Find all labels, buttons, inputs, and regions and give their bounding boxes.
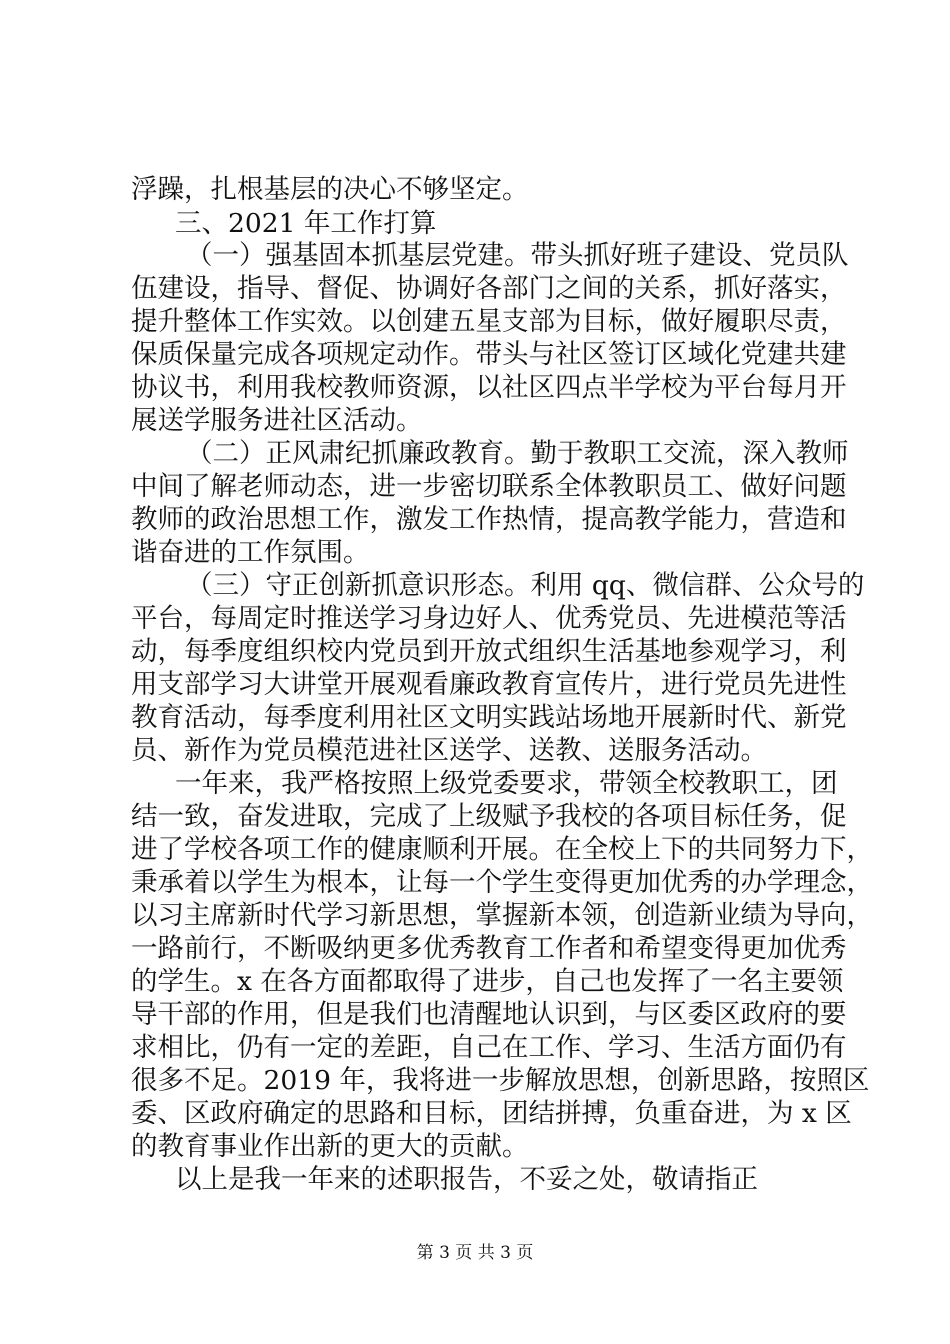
text-line: 员、新作为党员模范进社区送学、送教、送服务活动。 (131, 735, 767, 766)
text-line: 以习主席新时代学习新思想，掌握新本领，创造新业绩为导向， (131, 900, 873, 931)
text-line: 展送学服务进社区活动。 (131, 405, 423, 436)
text-line: 教育活动，每季度利用社区文明实践站场地开展新时代、新党 (131, 702, 847, 733)
text-line: 结一致，奋发进取，完成了上级赋予我校的各项目标任务，促 (131, 801, 847, 832)
text-line: 求相比，仍有一定的差距，自己在工作、学习、生活方面仍有 (131, 1032, 847, 1063)
text-line: 浮躁，扎根基层的决心不够坚定。 (131, 174, 529, 205)
text-line: 协议书，利用我校教师资源，以社区四点半学校为平台每月开 (131, 372, 847, 403)
text-line: 的教育事业作出新的更大的贡献。 (131, 1131, 529, 1162)
text-line: 进了学校各项工作的健康顺利开展。在全校上下的共同努力下， (131, 834, 873, 865)
text-line: （二）正风肃纪抓廉政教育。勤于教职工交流，深入教师 (186, 438, 849, 469)
text-line: 导干部的作用，但是我们也清醒地认识到，与区委区政府的要 (131, 999, 847, 1030)
text-line: 用支部学习大讲堂开展观看廉政教育宣传片，进行党员先进性 (131, 669, 847, 700)
text-line: 教师的政治思想工作，激发工作热情，提高教学能力，营造和 (131, 504, 847, 535)
text-line: 提升整体工作实效。以创建五星支部为目标，做好履职尽责， (131, 306, 847, 337)
page-footer: 第 3 页 共 3 页 (416, 1243, 534, 1263)
text-line: 的学生。x 在各方面都取得了进步，自己也发挥了一名主要领 (131, 966, 844, 997)
text-line: 一年来，我严格按照上级党委要求，带领全校教职工，团 (175, 768, 838, 799)
text-line: 秉承着以学生为根本，让每一个学生变得更加优秀的办学理念， (131, 867, 873, 898)
text-line: （三）守正创新抓意识形态。利用 qq、微信群、公众号的 (186, 570, 865, 601)
text-line: 一路前行，不断吸纳更多优秀教育工作者和希望变得更加优秀 (131, 933, 847, 964)
text-line: 平台，每周定时推送学习身边好人、优秀党员、先进模范等活 (131, 603, 847, 634)
text-line: （一）强基固本抓基层党建。带头抓好班子建设、党员队 (186, 240, 849, 271)
text-line: 很多不足。2019 年，我将进一步解放思想，创新思路，按照区 (131, 1065, 870, 1096)
text-line: 保质保量完成各项规定动作。带头与社区签订区域化党建共建 (131, 339, 847, 370)
text-line: 动，每季度组织校内党员到开放式组织生活基地参观学习，利 (131, 636, 847, 667)
text-line: 中间了解老师动态，进一步密切联系全体教职员工、做好问题 (131, 471, 847, 502)
text-line: 委、区政府确定的思路和目标，团结拼搏，负重奋进，为 x 区 (131, 1098, 852, 1129)
text-line: 伍建设，指导、督促、协调好各部门之间的关系，抓好落实， (131, 273, 847, 304)
text-line: 谐奋进的工作氛围。 (131, 537, 370, 568)
section-heading: 三、2021 年工作打算 (175, 208, 437, 239)
text-line: 以上是我一年来的述职报告，不妥之处，敬请指正 (175, 1164, 758, 1195)
